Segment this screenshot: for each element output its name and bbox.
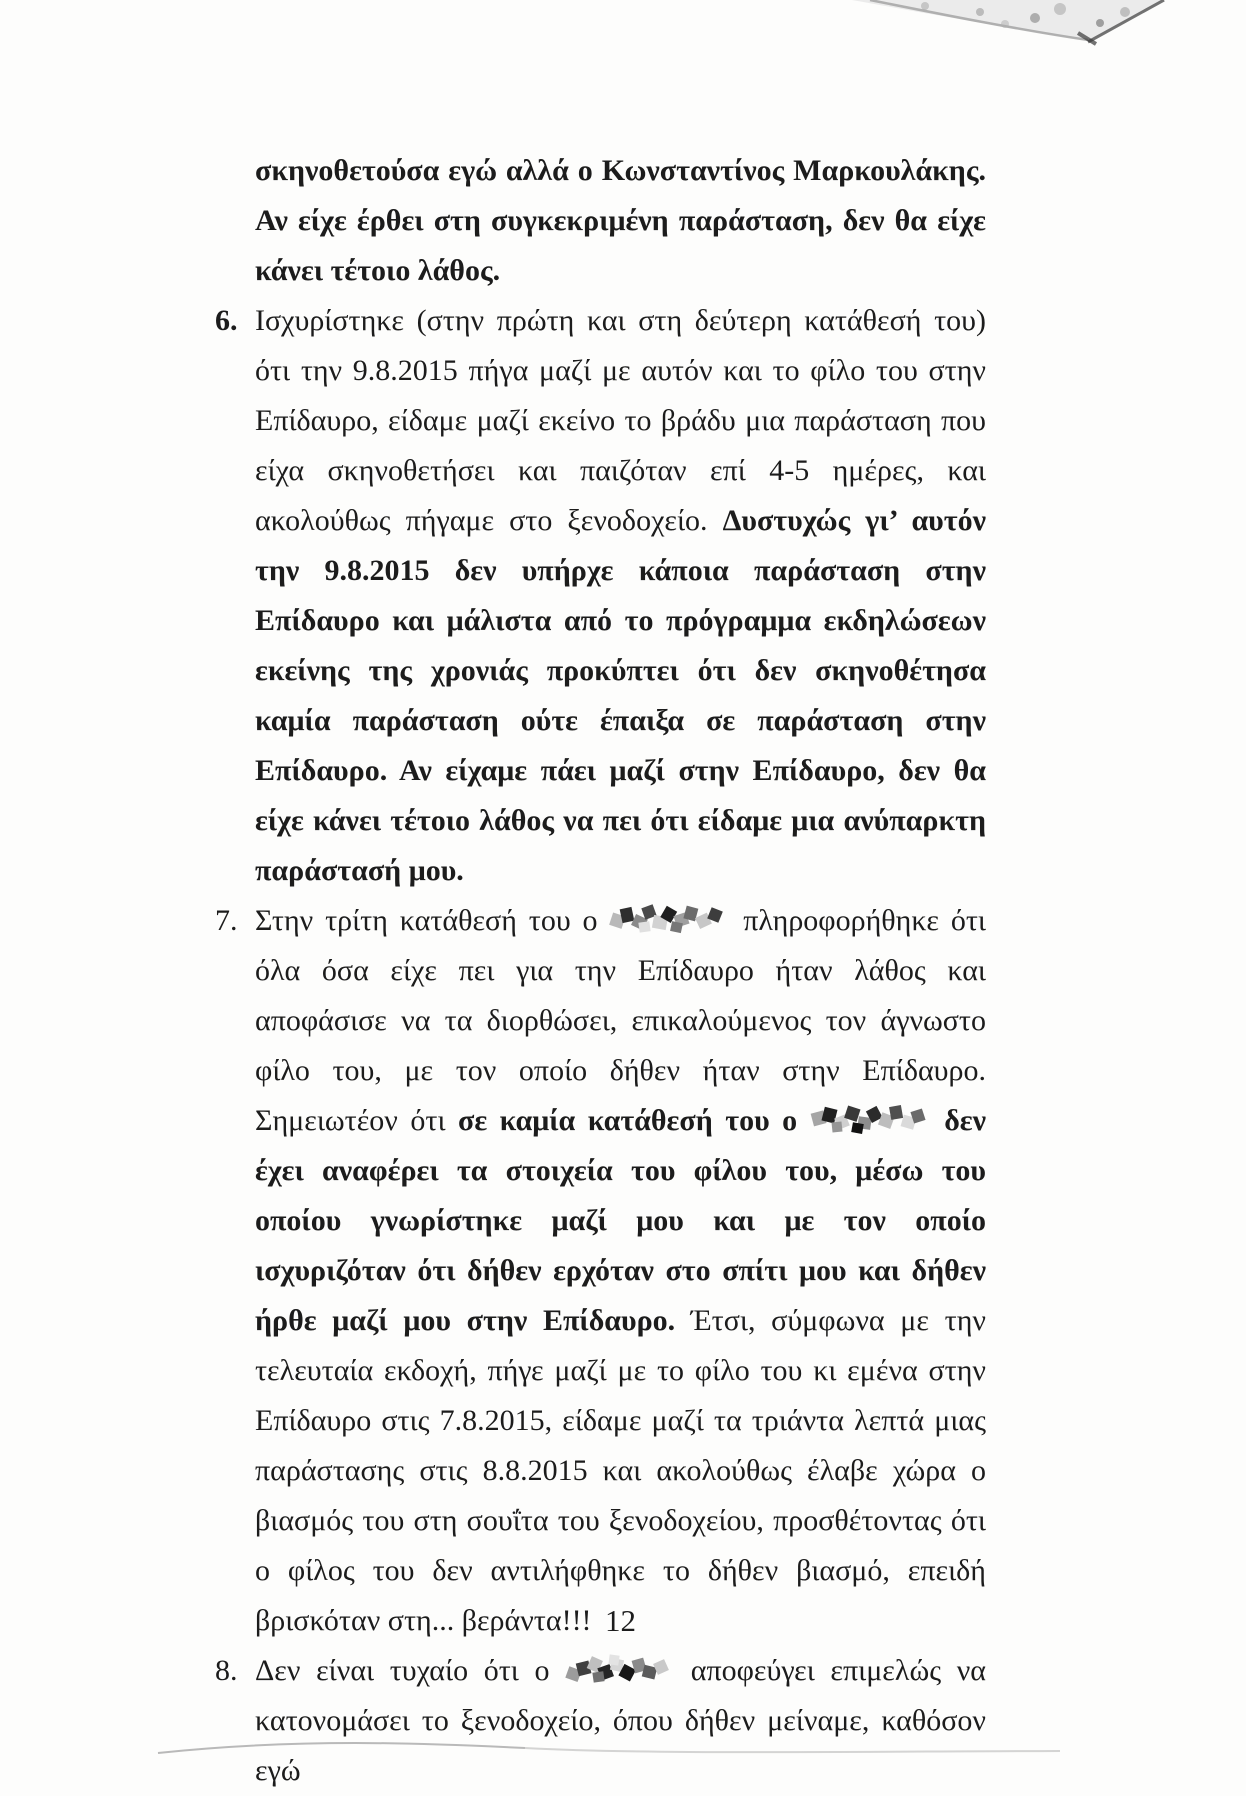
paragraph-intro-continuation xyxy=(255,146,986,296)
item-number: 8. xyxy=(215,1654,238,1687)
text-run: Ισχυρίστηκε (στην πρώτη και στη δεύτερη κατάθεσή του) ότι την 9.8.2015 πήγα μαζί με αυτόν και το φίλο του στην Επίδαυρο, είδαμε μαζί εκείνο το βράδυ μια παράσταση που είχα σκηνοθετήσει και παιζόταν επί 4-5 ημέρες, και ακολούθως πήγαμε στο ξενοδοχείο. xyxy=(255,304,986,537)
page-number: 12 xyxy=(605,1603,636,1638)
text-run: Στην τρίτη κατάθεσή του ο xyxy=(255,904,610,937)
page-corner-smudge-artifact xyxy=(0,0,1246,64)
paragraph-item-6 xyxy=(215,296,986,896)
item-number: 6. xyxy=(215,304,238,337)
document-body xyxy=(215,146,986,1796)
text-run: σε καμία κατάθεσή του ο xyxy=(458,1104,810,1137)
text-run: πληροφορήθηκε ότι όλα όσα είχε πει για την Επίδαυρο ήταν λάθος και αποφάσισε να τα διορθώσει, επικαλούμενος τον άγνωστο φίλο του, με τον οποίο δήθεν ήταν στην Επίδαυρο. Σημειωτέον ότι xyxy=(255,904,986,1137)
text-run: αποφεύγει επιμελώς να κατονομάσει το ξενοδοχείο, όπου δήθεν μείναμε, καθόσον εγώ xyxy=(255,1654,986,1787)
redacted-name-blur xyxy=(609,904,731,938)
paragraph-item-8 xyxy=(215,1646,986,1796)
text-run: Έτσι, σύμφωνα με την τελευταία εκδοχή, πήγε μαζί με το φίλο του κι εμένα στην Επίδαυρο στις 7.8.2015, είδαμε μαζί τα τριάντα λεπτά μιας παράστασης στις 8.8.2015 και ακολούθως έλαβε χώρα ο βιασμός του στη σουΐτα του ξενοδοχείου, προσθέτοντας ότι ο φίλος του δεν αντιλήφθηκε το δήθεν βιασμό, επειδή βρισκόταν στη... βεράντα!!! xyxy=(255,1304,986,1637)
text-run: δεν έχει αναφέρει τα στοιχεία του φίλου του, μέσω του οποίου γνωρίστηκε μαζί μου και με τον οποίο ισχυριζόταν ότι δήθεν ερχόταν στο σπίτι μου και δήθεν ήρθε μαζί μου στην Επίδαυρο. xyxy=(255,1104,986,1337)
item-number: 7. xyxy=(215,904,238,937)
paragraph-item-7 xyxy=(215,896,986,1646)
redacted-name-blur xyxy=(810,1104,932,1138)
text-run: σκηνοθετούσα εγώ αλλά ο Κωνσταντίνος Μαρκουλάκης. Αν είχε έρθει στη συγκεκριμένη παράσταση, δεν θα είχε κάνει τέτοιο λάθος. xyxy=(255,154,986,287)
text-run: Δυστυχώς γι’ αυτόν την 9.8.2015 δεν υπήρχε κάποια παράσταση στην Επίδαυρο και μάλιστα από το πρόγραμμα εκδηλώσεων εκείνης της χρονιάς προκύπτει ότι δεν σκηνοθέτησα καμία παράσταση ούτε έπαιξα σε παράσταση στην Επίδαυρο. Αν είχαμε πάει μαζί στην Επίδαυρο, δεν θα είχε κάνει τέτοιο λάθος να πει ότι είδαμε μια ανύπαρκτη παράστασή μου. xyxy=(255,504,986,887)
redacted-name-blur xyxy=(565,1654,675,1688)
text-run: Δεν είναι τυχαίο ότι ο xyxy=(255,1654,566,1687)
